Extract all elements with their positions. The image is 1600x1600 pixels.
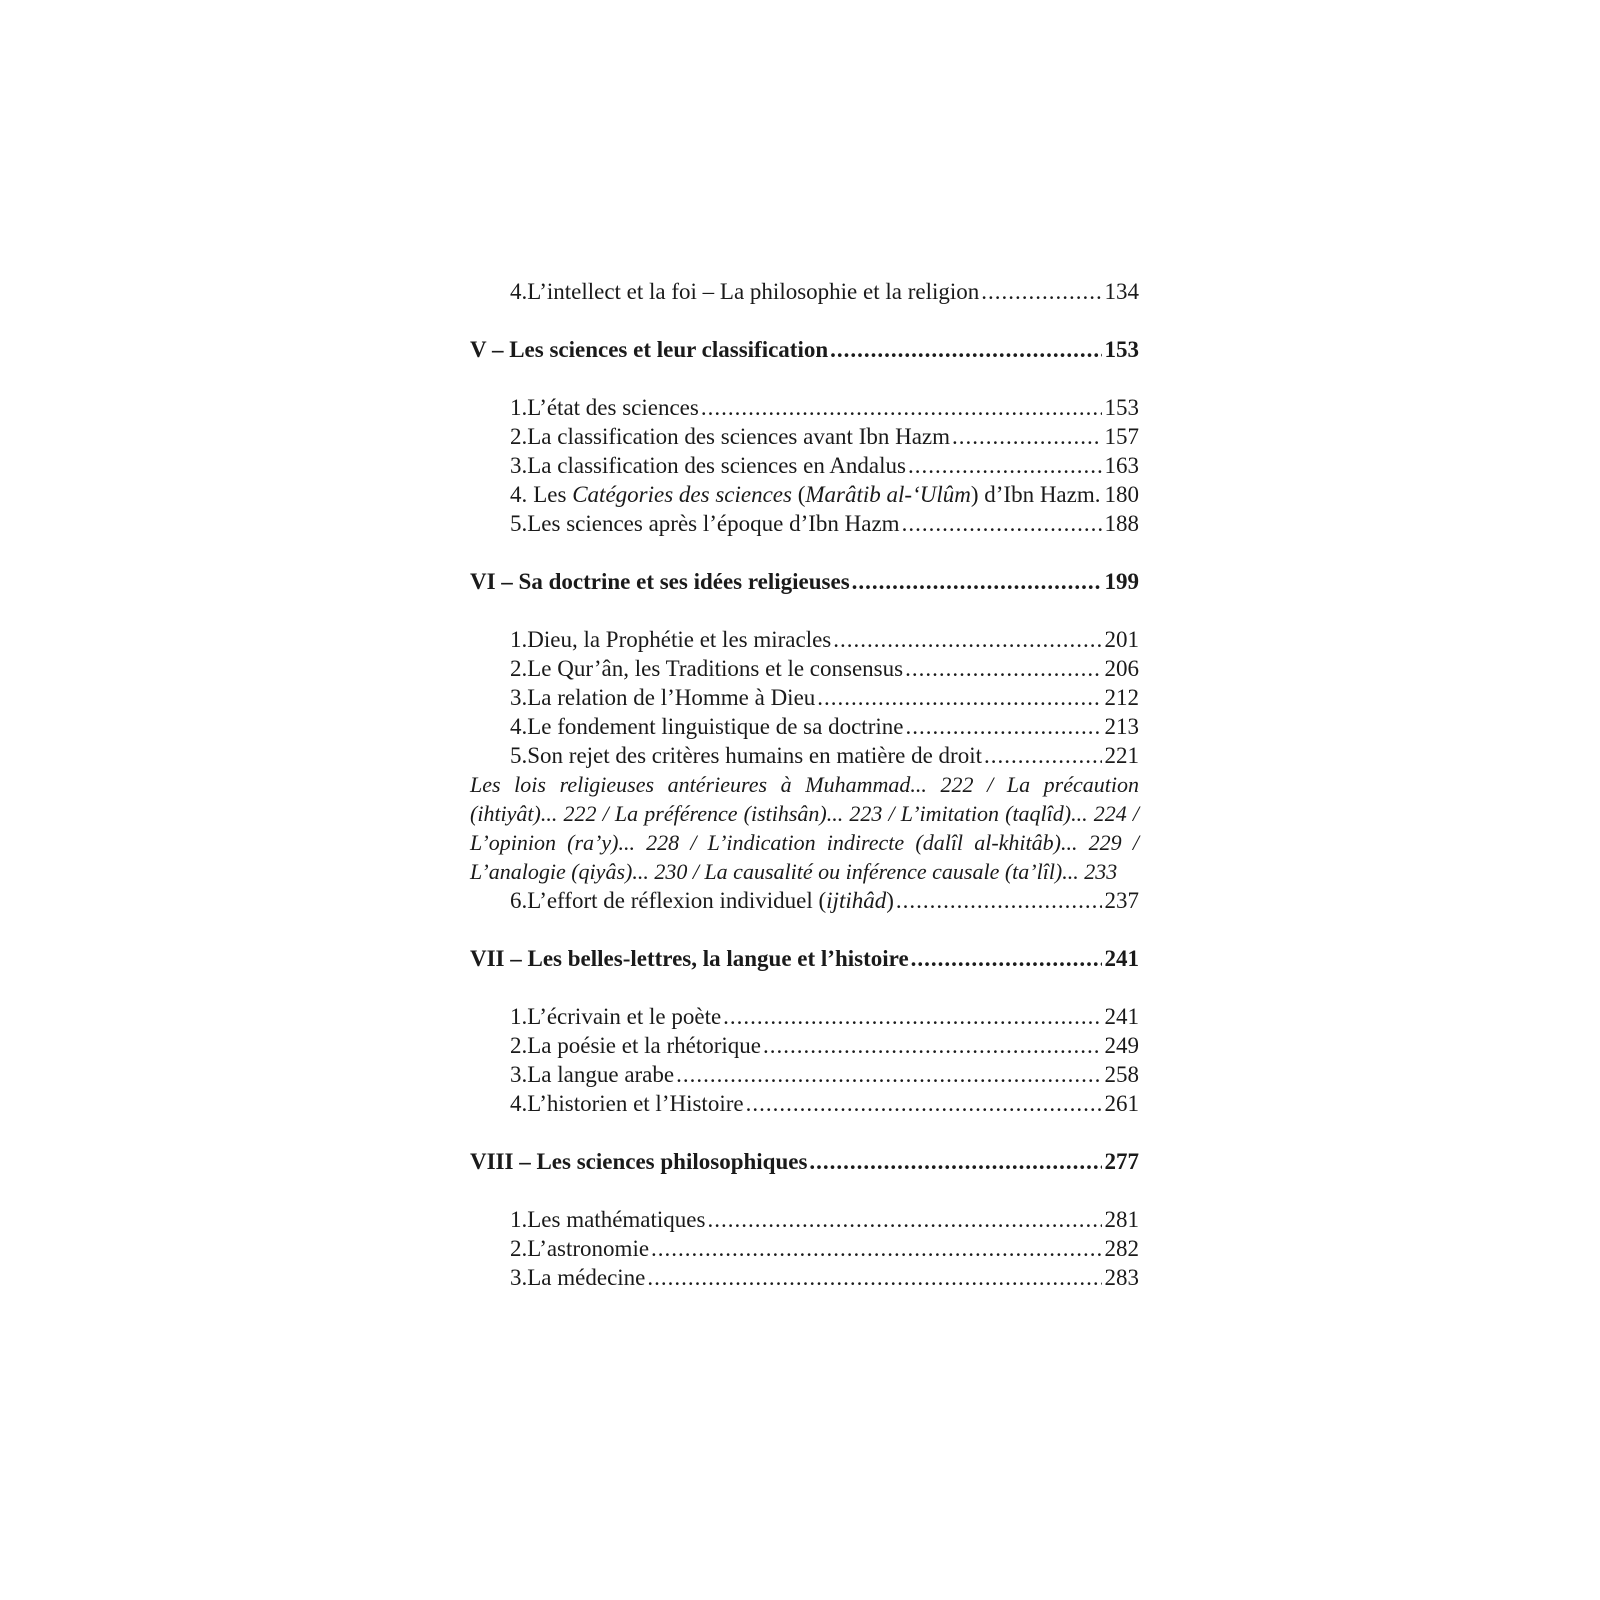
entry-title-suffix: ) d’Ibn Hazm. [970, 482, 1101, 507]
dot-leader [746, 1089, 1102, 1118]
entry-title: Son rejet des critères humains en matière de droit [527, 743, 982, 768]
entry-number: 1. [510, 395, 528, 420]
dot-leader [651, 1234, 1101, 1263]
dot-leader [905, 712, 1101, 741]
dot-leader [905, 654, 1101, 683]
page-number: 180 [1104, 482, 1139, 507]
dot-leader [981, 277, 1101, 306]
entry-number: 3. [510, 685, 528, 710]
page-number: 153 [1104, 337, 1139, 362]
dot-leader [676, 1060, 1101, 1089]
entry-title-prefix: Les [533, 482, 573, 507]
entry-number: 5. [510, 743, 528, 768]
page-number: 241 [1104, 1004, 1139, 1029]
page-number: 213 [1104, 714, 1139, 739]
entry-title: La poésie et la rhétorique [527, 1033, 761, 1058]
dot-leader [763, 1031, 1102, 1060]
dot-leader [952, 422, 1101, 451]
entry-title: L’astronomie [527, 1236, 650, 1261]
toc-entry[interactable] [470, 683, 1139, 712]
page-number: 157 [1104, 424, 1139, 449]
subtopics-paragraph: Les lois religieuses antérieures à Muhammad... 222 / La précaution (ihtiyât)... 222 / La préférence (istihsân)... 223 / L’imitation (taqlîd)... 224 / L’opinion (ra’y)... 228 / L’indication indirecte (dalîl al-khitâb)... 229 / L’analogie (qiyâs)... 230 / La causalité ou inférence causale (ta’lîl)... 233 [470, 772, 1139, 884]
dot-leader [911, 944, 1102, 973]
page-number: 134 [1104, 279, 1139, 304]
entry-title: L’intellect et la foi – La philosophie et la religion [527, 279, 980, 304]
dot-leader [830, 335, 1101, 364]
dot-leader [809, 1147, 1101, 1176]
toc-entry[interactable] [470, 712, 1139, 741]
entry-title-mid: ( [791, 482, 806, 507]
entry-number: 4. [510, 714, 528, 739]
dot-leader [707, 1205, 1101, 1234]
entry-number: 2. [510, 1033, 528, 1058]
dot-leader [908, 451, 1102, 480]
dot-leader [984, 741, 1102, 770]
entry-number: 4. [510, 482, 528, 507]
page-number: 199 [1104, 569, 1139, 594]
entry-title [527, 886, 894, 915]
page-number: 237 [1104, 888, 1139, 913]
entry-number: 2. [510, 424, 528, 449]
page-number: 283 [1104, 1265, 1139, 1290]
toc-entry[interactable] [470, 422, 1139, 451]
entry-number: 6. [510, 888, 528, 913]
section-title: VII – Les belles-lettres, la langue et l’histoire [470, 946, 909, 971]
entry-title: La médecine [527, 1265, 646, 1290]
entry-number: 1. [510, 627, 528, 652]
entry-title: Le Qur’ân, les Traditions et le consensus [527, 656, 904, 681]
toc-entry[interactable] [470, 1031, 1139, 1060]
toc-entry[interactable] [470, 1234, 1139, 1263]
section-title: VIII – Les sciences philosophiques [470, 1149, 808, 1174]
entry-number: 3. [510, 1062, 528, 1087]
toc-entry[interactable] [470, 654, 1139, 683]
entry-number: 3. [510, 1265, 528, 1290]
toc-entry[interactable] [470, 509, 1139, 538]
section-heading-vi[interactable] [470, 567, 1139, 596]
toc-entry[interactable] [470, 480, 1139, 509]
entry-title-italic: ijtihâd [826, 888, 887, 913]
page-number: 261 [1104, 1091, 1139, 1116]
dot-leader [723, 1002, 1101, 1031]
toc-entry[interactable] [470, 1060, 1139, 1089]
toc-entry[interactable] [470, 625, 1139, 654]
entry-number: 4. [510, 1091, 528, 1116]
page-number: 258 [1104, 1062, 1139, 1087]
entry-title-prefix: L’effort de réflexion individuel ( [527, 888, 827, 913]
section-heading-v[interactable] [470, 335, 1139, 364]
dot-leader [647, 1263, 1101, 1292]
toc-entry[interactable] [470, 1205, 1139, 1234]
section-title: V – Les sciences et leur classification [470, 337, 829, 362]
entry-number: 2. [510, 656, 528, 681]
entry-title: L’état des sciences [527, 395, 699, 420]
entry-number: 2. [510, 1236, 528, 1261]
dot-leader [817, 683, 1101, 712]
entry-title: La classification des sciences en Andalus [527, 453, 906, 478]
section-title: VI – Sa doctrine et ses idées religieuses [470, 569, 850, 594]
toc-entry[interactable] [470, 1089, 1139, 1118]
toc-entry[interactable] [470, 451, 1139, 480]
toc-entry[interactable] [470, 277, 1139, 306]
entry-number: 5. [510, 511, 528, 536]
page-number: 277 [1104, 1149, 1139, 1174]
dot-leader [852, 567, 1102, 596]
entry-title: L’historien et l’Histoire [527, 1091, 744, 1116]
entry-title-italic: Catégories des sciences [572, 482, 792, 507]
section-heading-vii[interactable] [470, 944, 1139, 973]
table-of-contents [470, 277, 1139, 1292]
entry-number: 3. [510, 453, 528, 478]
entry-title: La relation de l’Homme à Dieu [527, 685, 816, 710]
entry-number: 1. [510, 1207, 528, 1232]
dot-leader [902, 509, 1102, 538]
toc-entry[interactable] [470, 1002, 1139, 1031]
page-number: 241 [1104, 946, 1139, 971]
page-number: 163 [1104, 453, 1139, 478]
dot-leader [833, 625, 1101, 654]
entry-number: 1. [510, 1004, 528, 1029]
page-number: 153 [1104, 395, 1139, 420]
entry-title: La langue arabe [527, 1062, 675, 1087]
entry-title-suffix: ) [886, 888, 894, 913]
page-number: 221 [1104, 743, 1139, 768]
entry-title: Le fondement linguistique de sa doctrine [527, 714, 904, 739]
page-number: 282 [1104, 1236, 1139, 1261]
toc-entry[interactable] [470, 393, 1139, 422]
dot-leader [896, 886, 1102, 915]
toc-entry[interactable] [470, 1263, 1139, 1292]
entry-title: Les sciences après l’époque d’Ibn Hazm [527, 511, 900, 536]
entry-number: 4. [510, 279, 528, 304]
entry-title [533, 480, 1100, 509]
toc-entry[interactable] [470, 741, 1139, 770]
toc-entry[interactable] [470, 886, 1139, 915]
page-number: 201 [1104, 627, 1139, 652]
page-number: 249 [1104, 1033, 1139, 1058]
entry-title: Les mathématiques [527, 1207, 706, 1232]
section-heading-viii[interactable] [470, 1147, 1139, 1176]
page-number: 206 [1104, 656, 1139, 681]
entry-title-italic-arabic: Marâtib al-‘Ulûm [805, 482, 971, 507]
entry-title: La classification des sciences avant Ibn Hazm [527, 424, 951, 449]
page-number: 281 [1104, 1207, 1139, 1232]
entry-title: L’écrivain et le poète [527, 1004, 722, 1029]
dot-leader [701, 393, 1102, 422]
page-number: 212 [1104, 685, 1139, 710]
entry-title: Dieu, la Prophétie et les miracles [527, 627, 832, 652]
page-number: 188 [1104, 511, 1139, 536]
